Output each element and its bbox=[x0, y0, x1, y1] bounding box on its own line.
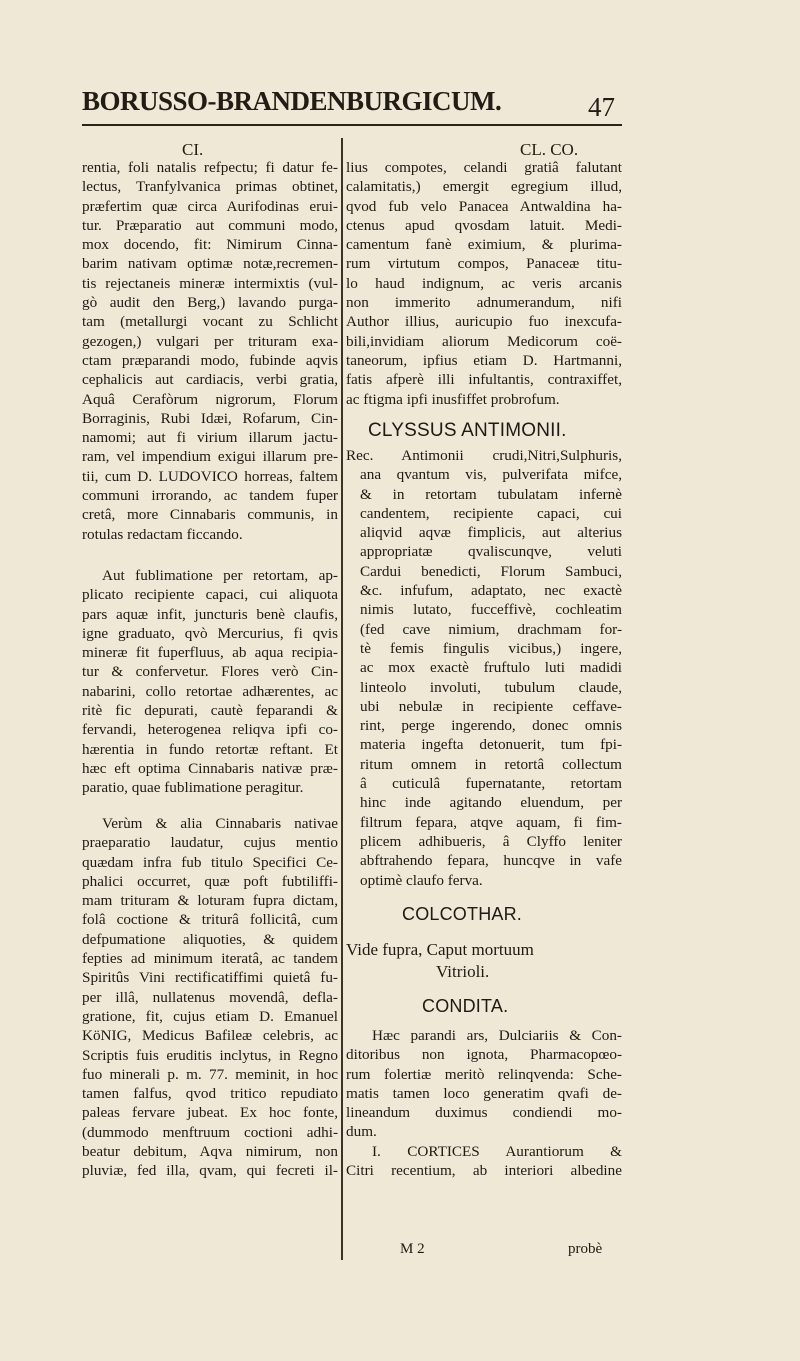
signature-mark: M 2 bbox=[400, 1241, 425, 1257]
text-line: rentia, foli natalis refpectu; fi datur fe- bbox=[82, 159, 338, 176]
text-line: ana qvantum vis, pulverifata mifce, bbox=[360, 466, 622, 484]
text-line: quædam infra fub titulo Specifici Ce- bbox=[82, 853, 338, 871]
text-line: paleas fervare jubeat. Ex hoc fonte, bbox=[82, 1104, 338, 1122]
catchword: probè bbox=[568, 1241, 603, 1257]
left-paragraph-1 bbox=[82, 158, 338, 544]
text-line: camentum fanè eximium, & plurima- bbox=[346, 236, 622, 254]
text-line: gò audit den Berg,) lavando purga- bbox=[82, 294, 338, 312]
text-line: tur. Præparatio aut communi modo, bbox=[82, 216, 338, 234]
text-line: ac ftigma ipfi inusfiffet probrofum. bbox=[346, 390, 560, 408]
text-line: bili,invidiam aliorum Medicorum coë- bbox=[346, 332, 622, 350]
text-line: (dummodo menftruum coctioni adhi- bbox=[82, 1123, 338, 1141]
text-line: taneorum, ipfius etiam D. Hartmanni, bbox=[346, 351, 622, 369]
text-line: optimè claufo ferva. bbox=[360, 871, 483, 889]
text-line: Verùm & alia Cinnabaris nativae bbox=[102, 815, 338, 832]
text-line: rum folertiæ meritò relinqvenda: Sche- bbox=[346, 1065, 622, 1083]
text-line: lo haud indignum, ac veris arcanis bbox=[346, 274, 622, 292]
text-line: (fed cave nimium, drachmam for- bbox=[360, 620, 622, 638]
text-line: qvod fub velo Panacea Antwaldina ha- bbox=[346, 197, 622, 215]
text-line: â cuticulâ fupernatante, retortam bbox=[360, 775, 622, 793]
text-line: Aut fublimatione per retortam, ap- bbox=[102, 567, 338, 584]
text-line: tè femis fingulis vicibus,) ingere, bbox=[360, 639, 622, 657]
text-line: Citri recentium, ab interiori albedine bbox=[346, 1162, 622, 1180]
left-column-head: CI. bbox=[182, 140, 204, 159]
text-line: Spiritûs Vini rectificatiffimi quietâ fu- bbox=[82, 969, 338, 987]
left-paragraph-2 bbox=[82, 566, 338, 798]
text-line: Cardui benedicti, Florum Sambuci, bbox=[360, 562, 622, 580]
text-line: fervandi, heterogenea reliqva ipfi co- bbox=[82, 721, 338, 739]
text-line: dum. bbox=[346, 1123, 377, 1141]
text-line: phalici occurret, quæ poft fubtiliffi- bbox=[82, 872, 338, 890]
right-paragraph-2 bbox=[346, 446, 622, 890]
text-line: praeparatio laudatur, cujus mentio bbox=[82, 834, 338, 852]
text-line: Rec. Antimonii crudi,Nitri,Sulphuris, bbox=[346, 447, 622, 464]
text-line: præfertim quæ circa Aurifodinas erui- bbox=[82, 197, 338, 215]
text-line: tamen falfus, qvod tritico repudiato bbox=[82, 1085, 338, 1103]
text-line: nabarini, collo retortae adhærentes, ac bbox=[82, 682, 338, 700]
text-line: fatis afperè illi infultantis, contraxiffet, bbox=[346, 371, 622, 389]
text-line: lectus, Tranfylvanica primas obtinet, bbox=[82, 178, 338, 196]
text-line: ritum omnem in retortâ collectum bbox=[360, 755, 622, 773]
text-line: pluviæ, fed illa, qvam, qui fecreti il- bbox=[82, 1162, 338, 1180]
text-line: fepties ad minimum iteratâ, ac tandem bbox=[82, 950, 338, 968]
text-line: hærentia in fundo retortæ reftant. Et bbox=[82, 740, 338, 758]
text-line: rum virtutum compos, Panaceæ titu- bbox=[346, 255, 622, 273]
vide-line-1: Vide fupra, Caput mortuum bbox=[346, 940, 534, 959]
text-line: defpumatione aliquoties, & quidem bbox=[82, 930, 338, 948]
text-line: plicem adhibueris, â Clyffo leniter bbox=[360, 832, 622, 850]
text-line: hinc inde agitando eluendum, per bbox=[360, 794, 622, 812]
text-line: pars aquæ infit, juncturis benè claufis, bbox=[82, 605, 338, 623]
text-line: lius compotes, celandi gratiâ falutant bbox=[346, 159, 622, 176]
text-line: ritè fic depurati, cautè feparandi & bbox=[82, 702, 338, 720]
text-line: candentem, recipiente capaci, cui bbox=[360, 504, 622, 522]
text-line: KöNIG, Medicus Bafileæ celebris, ac bbox=[82, 1027, 338, 1045]
text-line: tii, cum D. LUDOVICO horreas, faltem bbox=[82, 467, 338, 485]
text-line: I. CORTICES Aurantiorum & bbox=[372, 1142, 622, 1160]
text-line: cephalicis aut cardiacis, verbi gratia, bbox=[82, 371, 338, 389]
text-line: tur & confervetur. Flores verò Cin- bbox=[82, 663, 338, 681]
text-line: rint, perge ingerendo, donec omnis bbox=[360, 717, 622, 735]
text-line: ditoribus non ignota, Pharmacopœo- bbox=[346, 1046, 622, 1064]
text-line: appropriatæ qvaliscunqve, veluti bbox=[360, 543, 622, 561]
text-line: Borraginis, Rubi Idæi, Rofarum, Cin- bbox=[82, 409, 338, 427]
running-title: BORUSSO-BRANDENBURGICUM. bbox=[82, 86, 502, 116]
text-line: Author illius, auricupio fuo inexcufa- bbox=[346, 313, 622, 331]
text-line: folâ coctione & triturâ follicitâ, cum bbox=[82, 911, 338, 929]
text-line: ram, vel impendium exigui illarum pre- bbox=[82, 448, 338, 466]
column-divider bbox=[341, 138, 343, 1260]
text-line: Hæc parandi ars, Dulciariis & Con- bbox=[372, 1027, 622, 1044]
text-line: matis tamen loco generatim qvafi de- bbox=[346, 1084, 622, 1102]
text-line: ctenus apud qvosdam latuit. Medi- bbox=[346, 216, 622, 234]
heading-condita: CONDITA. bbox=[422, 996, 509, 1016]
text-line: tam (metallurgi vocant zu Schlicht bbox=[82, 313, 338, 331]
text-line: Aquâ Cerafòrum nigrorum, Florum bbox=[82, 390, 338, 408]
text-line: per illâ, nullatenus movendâ, defla- bbox=[82, 988, 338, 1006]
text-line: hæc eft optima Cinnabaris nativæ præ- bbox=[82, 759, 338, 777]
text-line: barim nativam optimæ notæ,recremen- bbox=[82, 255, 338, 273]
right-column-head: CL. CO. bbox=[520, 140, 579, 159]
text-line: beatur debitum, Aqva nimirum, non bbox=[82, 1143, 338, 1161]
right-paragraph-3 bbox=[346, 1026, 622, 1180]
text-line: materia ingefta detonuerit, tum fpi- bbox=[360, 736, 622, 754]
text-line: lineandum duximus condiendi mo- bbox=[346, 1104, 622, 1122]
left-paragraph-3 bbox=[82, 814, 338, 1181]
text-line: calamitatis,) emergit egregium illud, bbox=[346, 178, 622, 196]
text-line: cretâ, more Cinnabaris communis, in bbox=[82, 506, 338, 524]
text-line: igne graduato, qvò Mercurius, fi qvis bbox=[82, 624, 338, 642]
text-line: mam trituram & loturam fupra dictam, bbox=[82, 892, 338, 910]
text-line: filtrum fepara, atqve aquam, fi fim- bbox=[360, 813, 622, 831]
text-line: plicato recipiente capaci, cui aliquota bbox=[82, 586, 338, 604]
text-line: mox docendo, fit: Nimirum Cinna- bbox=[82, 236, 338, 254]
text-line: & in retortam tubulatam infernè bbox=[360, 485, 622, 503]
right-paragraph-1 bbox=[346, 158, 622, 409]
text-line: namomi; aut fi virium illarum jactu- bbox=[82, 429, 338, 447]
text-line: tis rejectaneis mineræ intermixtis (vul- bbox=[82, 274, 338, 292]
text-line: &c. infufum, adaptato, nec exactè bbox=[360, 582, 622, 600]
text-line: paratio, quae fublimatione peragitur. bbox=[82, 779, 304, 797]
vide-line-2: Vitrioli. bbox=[436, 962, 490, 981]
heading-colcothar: COLCOTHAR. bbox=[402, 904, 523, 924]
text-line: Scriptis fuis eruditis inclytus, in Regno bbox=[82, 1046, 338, 1064]
text-line: gezogen,) vulgari per trituram exa- bbox=[82, 332, 338, 350]
text-line: ac mox exactè fruftulo luti madidi bbox=[360, 659, 622, 677]
heading-clyssus-antimonii: CLYSSUS ANTIMONII. bbox=[368, 420, 567, 441]
text-line: ctam præparandi modo, fubinde aqvis bbox=[82, 351, 338, 369]
text-line: gratione, fit, cujus etiam D. Emanuel bbox=[82, 1007, 338, 1025]
text-line: aliqvid aqvæ fimplicis, aut alterius bbox=[360, 524, 622, 542]
text-line: abftrahendo fepara, huncqve in vafe bbox=[360, 852, 622, 870]
text-line: linteolo involuti, tubulum claude, bbox=[360, 678, 622, 696]
text-line: ubi nebulæ in recipiente ceffave- bbox=[360, 697, 622, 715]
text-line: nimis lutato, fucceffivè, cochleatim bbox=[360, 601, 622, 619]
text-line: fuo minerali p. m. 77. meminit, in hoc bbox=[82, 1065, 338, 1083]
text-line: non immerito adnumerandum, nifi bbox=[346, 294, 622, 312]
text-line: rotulas redactam ficcando. bbox=[82, 525, 243, 543]
header-rule bbox=[82, 124, 622, 126]
text-line: mineræ fit fuperfluus, ab aqua recipia- bbox=[82, 644, 338, 662]
page-number: 47 bbox=[588, 92, 615, 122]
text-line: communi irrorando, ac tandem fuper bbox=[82, 487, 338, 505]
